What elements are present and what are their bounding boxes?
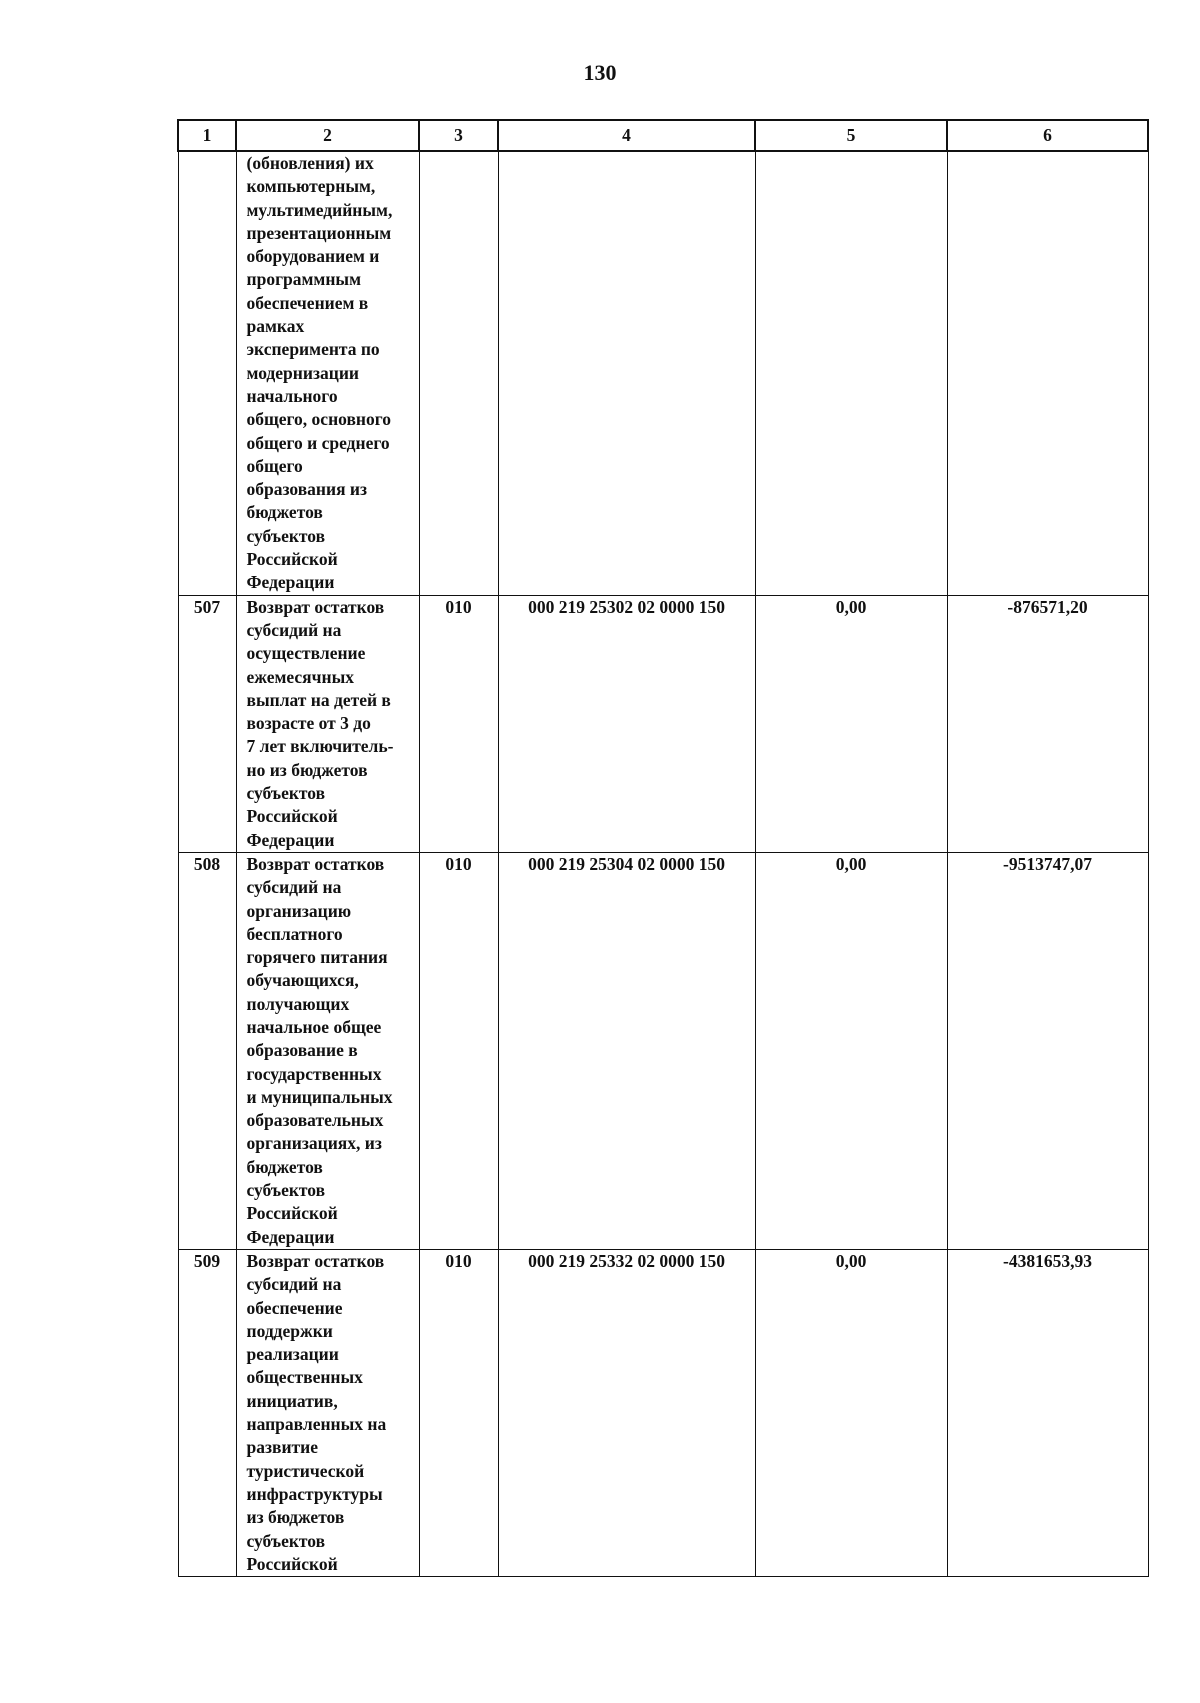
row-name-line: Российской xyxy=(246,549,338,570)
row-name-line: Возврат остатков xyxy=(246,1250,385,1271)
row-value6-cell: -876571,20 xyxy=(947,595,1148,852)
row-name-line: образования из xyxy=(246,479,368,500)
row-value6-cell: -4381653,93 xyxy=(947,1249,1148,1576)
row-kbk-cell xyxy=(498,151,755,595)
row-value5-cell: 0,00 xyxy=(755,852,947,1249)
column-header-2: 2 xyxy=(236,120,419,151)
row-name-line: инфраструктуры xyxy=(246,1483,383,1504)
budget-table xyxy=(177,119,1149,1577)
row-code-cell: 010 xyxy=(419,1249,498,1576)
row-name-line: обеспечение xyxy=(246,1297,343,1318)
row-code-cell xyxy=(419,151,498,595)
row-name-line: бесплатного xyxy=(246,923,343,944)
row-name-line: программным xyxy=(246,269,362,290)
row-name-line: рамках xyxy=(246,316,305,337)
row-name-line: субъектов xyxy=(246,525,326,546)
row-value5-cell: 0,00 xyxy=(755,1249,947,1576)
row-name-line: эксперимента по xyxy=(246,339,380,360)
row-name-line: субъектов xyxy=(246,1530,326,1551)
row-name-line: субсидий на xyxy=(246,1274,342,1295)
row-name-line: выплат на детей в xyxy=(246,689,391,710)
row-name-line: возрасте от 3 до xyxy=(246,713,371,734)
row-name-cell xyxy=(236,852,419,1249)
row-name-line: субсидий на xyxy=(246,619,342,640)
row-name-line: Федерации xyxy=(246,572,335,593)
row-name-line: ежемесячных xyxy=(246,666,354,687)
row-kbk-cell: 000 219 25302 02 0000 150 xyxy=(498,595,755,852)
row-name-line: образование в xyxy=(246,1040,358,1061)
row-name-line: реализации xyxy=(246,1344,339,1365)
row-name-line: 7 лет включитель- xyxy=(246,736,394,757)
row-name-line: инициатив, xyxy=(246,1390,338,1411)
row-value6-cell xyxy=(947,151,1148,595)
row-name-line: бюджетов xyxy=(246,502,323,523)
table-row xyxy=(178,1249,1148,1576)
table-header-row xyxy=(178,120,1148,151)
row-number-cell: 507 xyxy=(178,595,236,852)
row-name-cell xyxy=(236,151,419,595)
row-name-line: но из бюджетов xyxy=(246,759,368,780)
column-header-6: 6 xyxy=(947,120,1148,151)
row-number-cell: 509 xyxy=(178,1249,236,1576)
page-number: 130 xyxy=(583,60,617,85)
row-name-line: оборудованием и xyxy=(246,246,380,267)
row-value5-cell xyxy=(755,151,947,595)
table-row xyxy=(178,595,1148,852)
row-name-line: общественных xyxy=(246,1367,363,1388)
row-name-line: Федерации xyxy=(246,829,335,850)
column-header-1: 1 xyxy=(178,120,236,151)
row-kbk-cell: 000 219 25332 02 0000 150 xyxy=(498,1249,755,1576)
table-row xyxy=(178,151,1148,595)
row-name-line: субсидий на xyxy=(246,877,342,898)
row-name-line: горячего питания xyxy=(246,947,388,968)
row-name-line: начального xyxy=(246,385,338,406)
row-name-line: обучающихся, xyxy=(246,970,359,991)
row-name-line: субъектов xyxy=(246,783,326,804)
column-header-5: 5 xyxy=(755,120,947,151)
row-code-cell: 010 xyxy=(419,595,498,852)
row-name-line: общего xyxy=(246,455,303,476)
row-name-line: направленных на xyxy=(246,1414,387,1435)
row-name-line: Возврат остатков xyxy=(246,596,385,617)
row-name-cell xyxy=(236,1249,419,1576)
row-name-line: государственных xyxy=(246,1063,382,1084)
table-row xyxy=(178,852,1148,1249)
row-name-line: Российской xyxy=(246,806,338,827)
row-kbk-cell: 000 219 25304 02 0000 150 xyxy=(498,852,755,1249)
row-value6-cell: -9513747,07 xyxy=(947,852,1148,1249)
row-name-line: получающих xyxy=(246,993,350,1014)
row-name-line: Возврат остатков xyxy=(246,853,385,874)
row-name-line: организацию xyxy=(246,900,352,921)
row-number-cell xyxy=(178,151,236,595)
column-header-3: 3 xyxy=(419,120,498,151)
row-name-line: общего и среднего xyxy=(246,432,390,453)
column-header-4: 4 xyxy=(498,120,755,151)
row-name-line: из бюджетов xyxy=(246,1507,345,1528)
row-name-line: развитие xyxy=(246,1437,318,1458)
row-name-line: Федерации xyxy=(246,1226,335,1247)
row-name-line: компьютерным, xyxy=(246,176,376,197)
row-value5-cell: 0,00 xyxy=(755,595,947,852)
row-number-cell: 508 xyxy=(178,852,236,1249)
row-name-line: Российской xyxy=(246,1553,338,1574)
row-name-line: поддержки xyxy=(246,1320,333,1341)
row-name-line: бюджетов xyxy=(246,1156,323,1177)
row-name-line: осуществление xyxy=(246,643,366,664)
row-name-line: общего, основного xyxy=(246,409,392,430)
row-name-line: модернизации xyxy=(246,362,359,383)
row-name-line: презентационным xyxy=(246,222,392,243)
row-name-cell xyxy=(236,595,419,852)
row-name-line: Российской xyxy=(246,1203,338,1224)
row-name-line: субъектов xyxy=(246,1180,326,1201)
row-name-line: туристической xyxy=(246,1460,365,1481)
row-name-line: мультимедийным, xyxy=(246,199,393,220)
row-name-line: образовательных xyxy=(246,1110,384,1131)
row-name-line: начальное общее xyxy=(246,1016,382,1037)
row-name-line: (обновления) их xyxy=(246,153,374,173)
row-name-line: и муниципальных xyxy=(246,1086,393,1107)
row-name-line: обеспечением в xyxy=(246,292,369,313)
row-code-cell: 010 xyxy=(419,852,498,1249)
row-name-line: организациях, из xyxy=(246,1133,382,1154)
